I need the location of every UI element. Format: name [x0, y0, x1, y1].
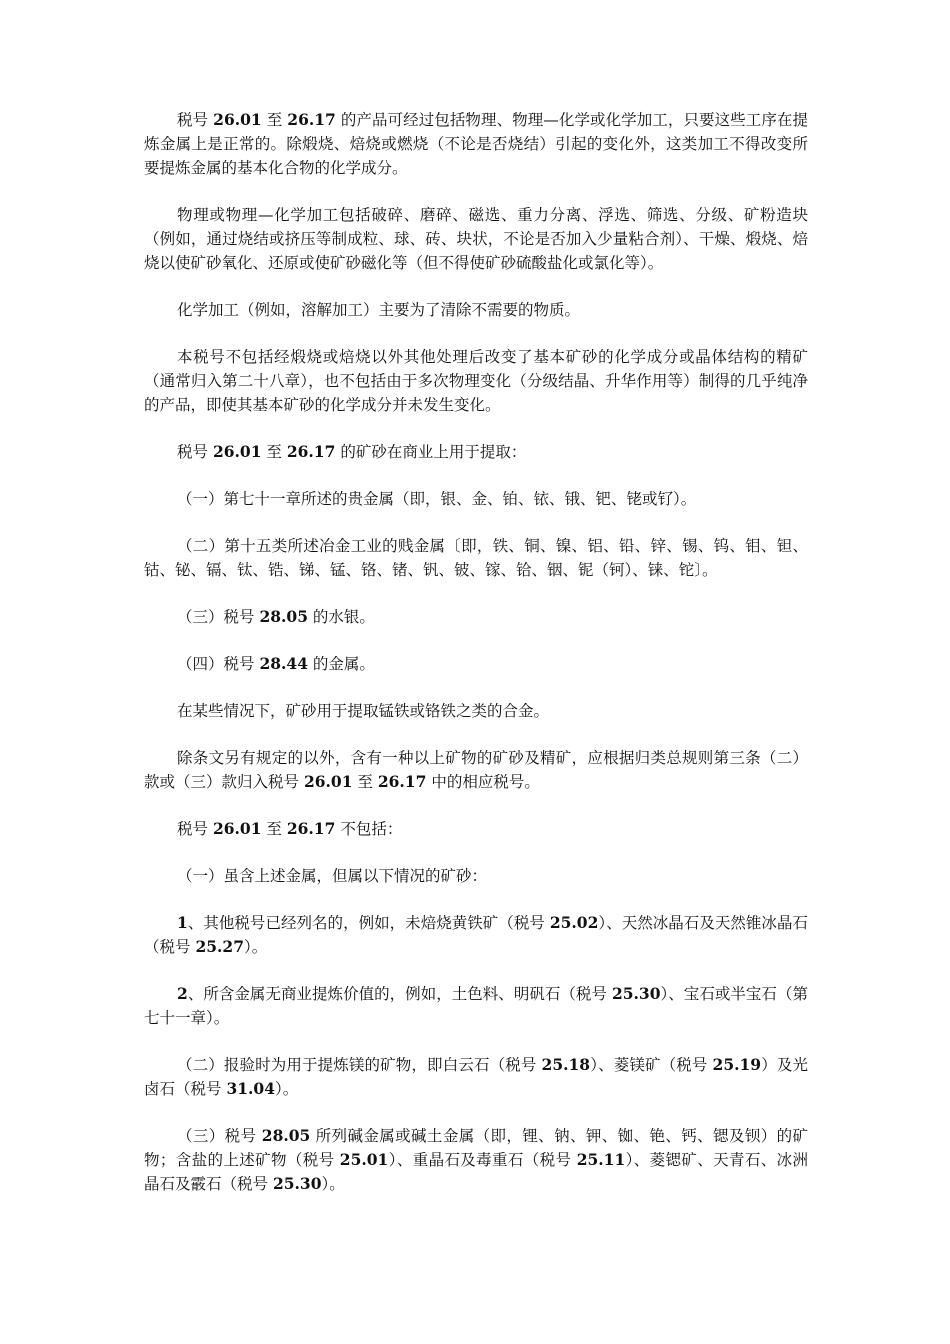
text-segment: 至 — [352, 773, 378, 791]
paragraph — [144, 298, 808, 322]
text-segment: 税号 — [177, 111, 214, 129]
bold-text: 25.01 — [339, 1150, 389, 1169]
text-segment: 税号 — [177, 443, 213, 461]
paragraph — [144, 864, 808, 888]
bold-text: 25.30 — [272, 1174, 322, 1193]
paragraph — [144, 911, 808, 959]
text-segment: ）、天然冰晶石及天然锥冰晶石（税号 — [144, 914, 808, 956]
text-segment: 的产品可经过包括物理、物理—化学或化学加工，只要这些工序在提炼金属上是正常的。除煅烧、焙烧或燃烧（不论是否烧结）引起的变化外，这类加工不得改变所要提炼金属的基本化合物的化学成分。 — [144, 111, 808, 177]
text-segment: （二）第十五类所述冶金工业的贱金属〔即，铁、铜、镍、铝、铅、锌、锡、钨、钼、钽、钴、铋、镉、钛、锆、锑、锰、铬、锗、钒、铍、镓、铪、铟、铌（钶）、铼、铊〕。 — [144, 537, 808, 579]
text-segment: 物理或物理—化学加工包括破碎、磨碎、磁选、重力分离、浮选、筛选、分级、矿粉造块（例如，通过烧结或挤压等制成粒、球、砖、块状，不论是否加入少量粘合剂）、干燥、煅烧、焙烧以使矿砂氧化、还原或使矿砂磁化等（但不得使矿砂硫酸盐化或氯化等）。 — [144, 206, 808, 272]
text-segment: （二）报验时为用于提炼镁的矿物，即白云石（税号 — [177, 1056, 542, 1074]
bold-text: 26.17 — [377, 772, 427, 791]
text-segment: （一）第七十一章所述的贵金属（即，银、金、铂、铱、锇、钯、铑或钌）。 — [177, 490, 697, 508]
text-segment: 中的相应税号。 — [426, 773, 540, 791]
bold-text: 26.17 — [287, 110, 336, 129]
text-segment: 本税号不包括经煅烧或焙烧以外其他处理后改变了基本矿砂的化学成分或晶体结构的精矿（通常归入第二十八章），也不包括由于多次物理变化（分级结晶、升华作用等）制得的几乎纯净的产品，即使其基本矿砂的化学成分并未发生变化。 — [144, 348, 808, 414]
text-segment: 在某些情况下，矿砂用于提取锰铁或铬铁之类的合金。 — [177, 702, 550, 720]
bold-text: 26.01 — [212, 819, 262, 838]
paragraph — [144, 108, 808, 180]
bold-text: 25.27 — [195, 937, 244, 956]
text-segment: 的矿砂在商业上用于提取： — [335, 443, 527, 461]
text-segment: ）及光卤石（税号 — [144, 1056, 808, 1098]
paragraph — [144, 982, 808, 1030]
bold-text: 25.30 — [611, 984, 661, 1003]
text-segment: （四）税号 — [177, 655, 260, 673]
bold-text: 26.17 — [286, 442, 336, 461]
text-segment: 、其他税号已经列名的，例如，未焙烧黄铁矿（税号 — [187, 914, 550, 932]
text-segment: ）。 — [321, 1175, 345, 1193]
text-segment: ）、宝石或半宝石（第七十一章）。 — [144, 985, 808, 1027]
paragraph — [144, 345, 808, 417]
paragraph — [144, 652, 808, 676]
text-segment: ）。 — [274, 1080, 299, 1098]
paragraph — [144, 440, 808, 464]
text-segment: 的水银。 — [307, 608, 375, 626]
text-segment: 、所含金属无商业提炼价值的，例如，土色料、明矾石（税号 — [187, 985, 612, 1003]
text-segment: 化学加工（例如，溶解加工）主要为了清除不需要的物质。 — [177, 301, 581, 319]
bold-text: 26.01 — [213, 110, 262, 129]
bold-text: 26.01 — [303, 772, 353, 791]
text-segment: ）、菱镁矿（税号 — [590, 1056, 713, 1074]
bold-text: 26.17 — [286, 819, 336, 838]
bold-text: 2 — [177, 984, 188, 1003]
paragraph — [144, 534, 808, 582]
text-segment: （一）虽含上述金属，但属以下情况的矿砂： — [177, 867, 488, 885]
text-segment: （三）税号 — [177, 1127, 262, 1145]
bold-text: 1 — [177, 913, 188, 932]
bold-text: 25.11 — [576, 1150, 626, 1169]
text-segment: 不包括： — [335, 820, 403, 838]
text-segment: ）、重晶石及毒重石（税号 — [388, 1151, 577, 1169]
bold-text: 25.19 — [712, 1055, 762, 1074]
text-segment: ）、菱锶矿、天青石、冰洲晶石及霰石（税号 — [144, 1151, 808, 1193]
text-segment: 税号 — [177, 820, 213, 838]
text-segment: 至 — [261, 820, 287, 838]
bold-text: 31.04 — [226, 1079, 275, 1098]
paragraph — [144, 1053, 808, 1101]
text-segment: 的金属。 — [307, 655, 375, 673]
text-segment: ）。 — [243, 938, 268, 956]
paragraph — [144, 817, 808, 841]
paragraph — [144, 605, 808, 629]
bold-text: 25.02 — [549, 913, 599, 932]
document-body — [144, 108, 808, 1219]
text-segment: 至 — [261, 443, 287, 461]
paragraph — [144, 699, 808, 723]
bold-text: 28.44 — [259, 654, 308, 673]
text-segment: 至 — [261, 111, 288, 129]
paragraph — [144, 203, 808, 275]
bold-text: 25.18 — [541, 1055, 591, 1074]
bold-text: 28.05 — [259, 607, 308, 626]
text-segment: （三）税号 — [177, 608, 260, 626]
text-segment: 所列碱金属或碱土金属（即，锂、钠、钾、铷、铯、钙、锶及钡）的矿物；含盐的上述矿物（税号 — [144, 1127, 808, 1169]
paragraph — [144, 746, 808, 794]
paragraph — [144, 1124, 808, 1196]
bold-text: 28.05 — [261, 1126, 311, 1145]
bold-text: 26.01 — [212, 442, 262, 461]
text-segment: 除条文另有规定的以外，含有一种以上矿物的矿砂及精矿，应根据归类总规则第三条（二）款或（三）款归入税号 — [144, 749, 808, 791]
paragraph — [144, 487, 808, 511]
